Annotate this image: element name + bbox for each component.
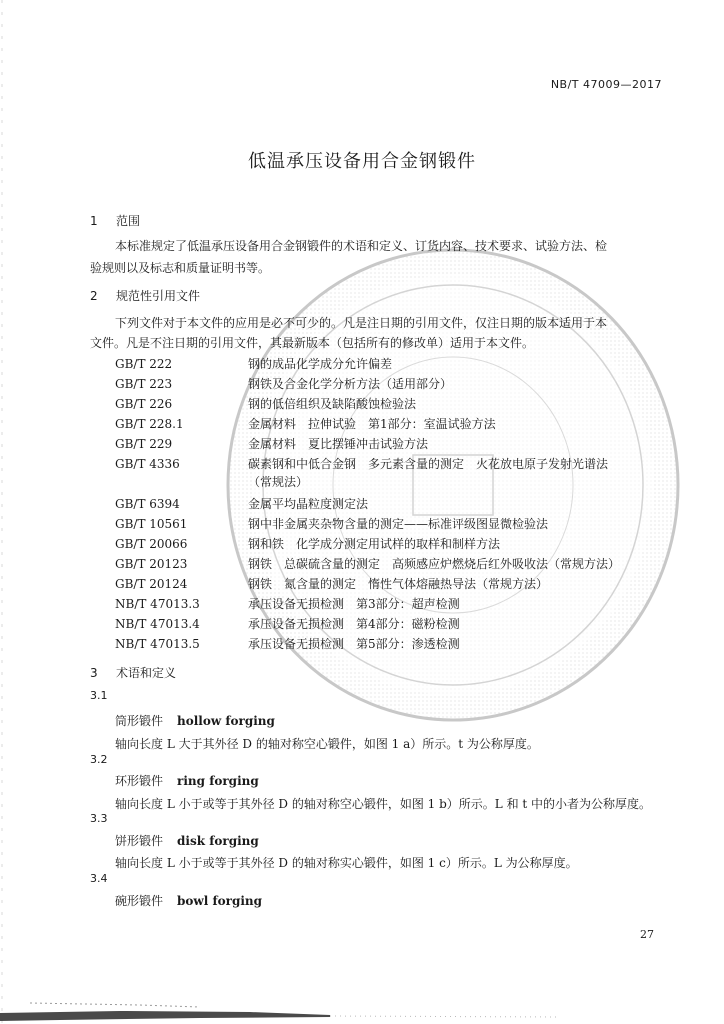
term-number: 3.3: [90, 812, 108, 825]
section-title: 规范性引用文件: [116, 289, 201, 303]
term-number: 3.2: [90, 753, 108, 766]
reference-item: [115, 574, 675, 594]
reference-item: [115, 594, 675, 614]
reference-item: [115, 354, 675, 374]
reference-item-continued: [115, 472, 675, 492]
reference-title: 承压设备无损检测 第5部分：渗透检测: [248, 637, 460, 651]
term-name: [115, 772, 259, 789]
term-definition: 轴向长度 L 大于其外径 D 的轴对称空心锻件，如图 1 a）所示。t 为公称厚度。: [115, 737, 539, 751]
reference-title: 金属平均晶粒度测定法: [248, 497, 369, 511]
reference-title: 碳素钢和中低合金钢 多元素含量的测定 火花放电原子发射光谱法: [248, 457, 609, 471]
reference-item: [115, 454, 675, 474]
term-name-en: disk forging: [177, 834, 259, 848]
reference-item: [115, 514, 675, 534]
term-name: [115, 832, 259, 849]
reference-code: GB/T 20123: [115, 557, 188, 571]
section-2-para-line-1: 下列文件对于本文件的应用是必不可少的。凡是注日期的引用文件，仅注日期的版本适用于本: [115, 316, 608, 330]
reference-code: NB/T 47013.5: [115, 637, 200, 651]
reference-item: [115, 374, 675, 394]
term-name-cn: 筒形锻件: [115, 714, 164, 728]
reference-item: [115, 414, 675, 434]
reference-code: GB/T 20066: [115, 537, 188, 551]
term-definition: 轴向长度 L 小于或等于其外径 D 的轴对称空心锻件，如图 1 b）所示。L 和 t 中的小者为公称厚度。: [115, 797, 652, 811]
section-1-heading: [90, 212, 140, 229]
reference-list: [115, 354, 675, 654]
document-title: 低温承压设备用合金钢锻件: [248, 151, 476, 172]
reference-code: GB/T 229: [115, 437, 173, 451]
term-definition: 轴向长度 L 小于或等于其外径 D 的轴对称实心锻件，如图 1 c）所示。L 为公称厚度。: [115, 856, 578, 870]
reference-code: GB/T 20124: [115, 577, 188, 591]
term-name: [115, 712, 275, 729]
section-2-heading: [90, 287, 200, 304]
term-name-cn: 环形锻件: [115, 774, 164, 788]
section-number: 1: [90, 214, 98, 228]
section-title: 术语和定义: [116, 666, 177, 680]
term-name-en: ring forging: [177, 774, 259, 788]
reference-code: GB/T 226: [115, 397, 173, 411]
term-number: 3.4: [90, 872, 108, 885]
reference-item: [115, 614, 675, 634]
reference-title: 金属材料 夏比摆锤冲击试验方法: [248, 437, 429, 451]
section-1-para-line-1: 本标准规定了低温承压设备用合金钢锻件的术语和定义、订货内容、技术要求、试验方法、检: [115, 239, 608, 253]
reference-code: GB/T 228.1: [115, 417, 184, 431]
reference-code: GB/T 223: [115, 377, 173, 391]
section-2-para-line-2: 文件。凡是不注日期的引用文件，其最新版本（包括所有的修改单）适用于本文件。: [90, 336, 535, 350]
standard-code: NB/T 47009—2017: [550, 78, 662, 91]
page-number: 27: [640, 928, 654, 941]
section-1-para-line-2: 验规则以及标志和质量证明书等。: [90, 261, 271, 275]
reference-title: 钢铁 总碳硫含量的测定 高频感应炉燃烧后红外吸收法（常规方法）: [248, 557, 621, 571]
reference-code: GB/T 10561: [115, 517, 188, 531]
section-title: 范围: [116, 214, 141, 228]
reference-code: NB/T 47013.4: [115, 617, 200, 631]
reference-item: [115, 394, 675, 414]
section-number: 2: [90, 289, 98, 303]
reference-code: NB/T 47013.3: [115, 597, 200, 611]
term-number: 3.1: [90, 689, 108, 702]
reference-title: 承压设备无损检测 第4部分：磁粉检测: [248, 617, 460, 631]
reference-title: 钢和铁 化学成分测定用试样的取样和制样方法: [248, 537, 501, 551]
reference-code: GB/T 4336: [115, 457, 180, 471]
term-name-cn: 饼形锻件: [115, 834, 164, 848]
term-name-en: hollow forging: [177, 714, 275, 728]
reference-title: 钢中非金属夹杂物含量的测定——标准评级图显微检验法: [248, 517, 549, 531]
reference-title: 钢铁 氮含量的测定 惰性气体熔融热导法（常规方法）: [248, 577, 549, 591]
reference-code: GB/T 6394: [115, 497, 180, 511]
scan-bottom-edge: [0, 995, 560, 1024]
reference-item: [115, 634, 675, 654]
reference-title: 钢铁及合金化学分析方法（适用部分）: [248, 377, 453, 391]
term-name: [115, 892, 262, 909]
reference-item: [115, 434, 675, 454]
term-name-en: bowl forging: [177, 894, 263, 908]
section-number: 3: [90, 666, 98, 680]
section-3-heading: [90, 664, 176, 681]
reference-item: [115, 494, 675, 514]
reference-title: 钢的低倍组织及缺陷酸蚀检验法: [248, 397, 417, 411]
reference-item: [115, 534, 675, 554]
reference-code: GB/T 222: [115, 357, 173, 371]
reference-title: 金属材料 拉伸试验 第1部分：室温试验方法: [248, 417, 496, 431]
reference-title: （常规法）: [248, 475, 309, 489]
term-name-cn: 碗形锻件: [115, 894, 164, 908]
reference-title: 钢的成品化学成分允许偏差: [248, 357, 393, 371]
reference-item: [115, 554, 675, 574]
reference-title: 承压设备无损检测 第3部分：超声检测: [248, 597, 460, 611]
